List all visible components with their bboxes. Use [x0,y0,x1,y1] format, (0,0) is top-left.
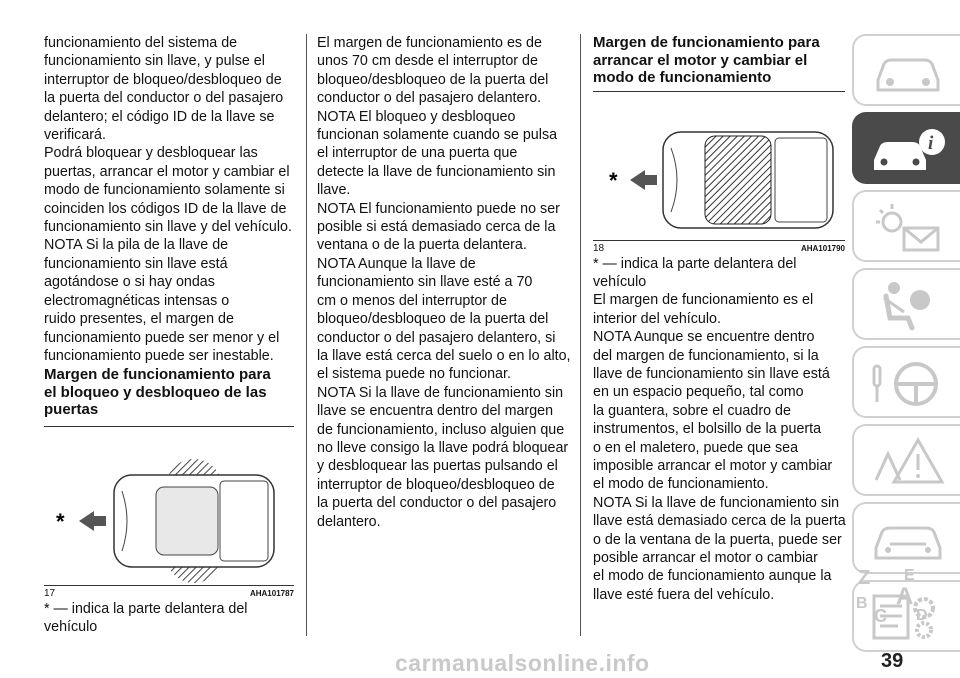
interior-range-zone [705,136,771,224]
tab-warning-lights[interactable] [852,190,960,262]
paragraph-line: modo de funcionamiento solamente si [44,182,285,199]
paragraph-line: bloqueo/desbloqueo de la puerta del [317,311,549,328]
figure-number: 17 [44,587,56,599]
paragraph-line: electromagnéticas intensas o [44,292,230,309]
paragraph-line: imposible arrancar el motor y cambiar [593,457,833,474]
column-1 [44,34,294,637]
paragraph-line: funcionamiento sin llave y del vehículo. [44,219,292,236]
paragraph-line: Podrá bloquear y desbloquear las [44,145,258,162]
heading-rule [593,91,845,92]
figure-17 [44,457,294,585]
heading-line: Margen de funcionamiento para [593,34,820,51]
figure-17-caption [44,600,294,637]
paragraph-line: o de la ventana de la puerta, puede ser [593,531,842,548]
section-heading-engine-start-range [593,34,845,87]
vehicle-bed [775,138,827,222]
paragraph-line: el interruptor de una puerta que [317,145,518,162]
figure-number: 18 [593,242,605,254]
car-front-icon [868,44,948,100]
paragraph-line: posible si está demasiado cerca de la [317,219,556,236]
figure-18 [593,110,845,240]
column-2-text [317,34,571,531]
column-divider [306,34,307,636]
paragraph-line: la guantera, sobre el cuadro de [593,402,791,419]
figure-code: AHA101787 [249,588,294,598]
vehicle-top-view-door-range-diagram [44,457,294,585]
paragraph-line: la llave está cerca del suelo o en lo alto, [317,347,571,364]
paragraph-line: funcionamiento sin llave esté a 70 [317,274,533,291]
tab-car-info[interactable] [852,112,960,184]
roadside-warning-triangle-icon [868,434,948,490]
figure-17-label [44,587,294,600]
paragraph-line: NOTA Si la llave de funcionamiento sin [593,494,840,511]
page-number: 39 [881,650,904,672]
alphabetical-index-icon [852,558,952,628]
paragraph-line: NOTA Aunque se encuentre dentro [593,329,815,346]
paragraph-line: funcionamiento sin llave está [44,255,228,272]
paragraph-line: interior del vehículo. [593,310,721,327]
heading-line: modo de funcionamiento [593,69,772,86]
figure-18-label [593,242,845,255]
tab-safety[interactable] [852,268,960,340]
paragraph-line: del margen de funcionamiento, si la [593,347,819,364]
paragraph-line: NOTA El funcionamiento puede no ser [317,200,560,217]
tab-emergency[interactable] [852,424,960,496]
column-3 [593,34,845,604]
paragraph-line: cm o menos del interruptor de [317,292,507,309]
paragraph-line: El margen de funcionamiento es el [593,292,814,309]
paragraph-line: unos 70 cm desde el interruptor de [317,53,538,70]
paragraph-line: funcionamiento puede ser menor y el [44,329,280,346]
index-letter: A [896,583,914,610]
paragraph-line: o en el maletero, puede que sea [593,439,799,456]
column-divider [580,34,581,636]
heading-line: Margen de funcionamiento para [44,366,271,384]
paragraph-line: no lleve consigo la llave podrá bloquear [317,439,569,456]
caption-line: vehículo [44,619,98,636]
column-2 [317,34,571,531]
paragraph-line: interruptor de bloqueo/desbloqueo de [44,71,282,88]
paragraph-line: funcionamiento del sistema de [44,35,238,51]
seat-airbag-icon [868,278,948,334]
front-marker: * [56,508,65,534]
paragraph-line: ventana o de la puerta delantera. [317,237,527,254]
paragraph-line: conductor o del pasajero delantero, si [317,329,556,346]
vehicle-bed [220,481,268,561]
paragraph-line: el modo de funcionamiento. [593,476,769,493]
paragraph-line: puertas, arrancar el motor y cambiar el [44,163,290,180]
paragraph-line: verificará. [44,127,106,144]
paragraph-line: la puerta del conductor o del pasajero [317,495,557,512]
front-arrow-icon [79,511,106,531]
paragraph-line: conductor o del pasajero delantero. [317,90,542,107]
index-letter: Z [858,567,871,589]
paragraph-line: y desbloquear las puertas pulsando el [317,458,558,475]
paragraph-line: el modo de funcionamiento aunque la [593,568,832,585]
column-3-text [593,291,845,604]
index-letter: B [856,595,868,612]
heading-rule [44,426,294,427]
index-letter: C [874,606,887,626]
paragraph-line: delantero; el código ID de la llave se [44,108,275,125]
paragraph-line: posible arrancar el motor o cambiar [593,550,818,566]
caption-line: * — indica la parte delantera del [593,255,797,272]
paragraph-line: funcionamiento sin llave, y pulse el [44,53,265,70]
paragraph-line: el sistema puede no funcionar. [317,366,511,383]
paragraph-line: ruido presentes, el margen de [44,311,234,328]
paragraph-line: llave se encuentra dentro del margen [317,403,554,420]
caption-line: * — indica la parte delantera del [44,600,248,617]
paragraph-line: bloqueo/desbloqueo de la puerta del [317,71,549,88]
heading-line: puertas [44,401,99,419]
figure-code: AHA101790 [800,243,845,253]
svg-text:i: i [928,133,934,154]
heading-line: el bloqueo y desbloqueo de las [44,383,267,401]
paragraph-line: NOTA El bloqueo y desbloqueo [317,108,516,125]
index-letter: E [904,567,915,584]
paragraph-line: llave. [317,182,351,199]
paragraph-line: NOTA Aunque la llave de [317,255,476,272]
section-heading-door-lock-range [44,366,294,419]
tab-index[interactable] [852,558,960,630]
index-letter: D [916,607,928,624]
paragraph-line: delantero. [317,513,381,530]
paragraph-line: NOTA Si la llave de funcionamiento sin [317,384,564,401]
paragraph-line: en un espacio pequeño, tal como [593,384,804,401]
paragraph-line: El margen de funcionamiento es de [317,35,542,51]
caption-line: vehículo [593,273,647,290]
front-arrow-icon [630,170,657,190]
paragraph-line: llave esté fuera del vehículo. [593,586,775,603]
column-1-text [44,34,294,365]
paragraph-line: llave de funcionamiento sin llave está [593,365,830,382]
paragraph-line: coinciden los códigos ID de la llave de [44,200,287,217]
paragraph-line: llave está demasiado cerca de la puerta [593,513,846,530]
key-steering-wheel-icon [868,356,948,412]
vehicle-top-view-interior-range-diagram [593,110,845,240]
warning-light-message-icon [868,200,948,256]
paragraph-line: detecte la llave de funcionamiento sin [317,163,556,180]
paragraph-line: NOTA Si la pila de la llave de [44,237,229,254]
front-marker: * [609,167,618,193]
paragraph-line: agotándose o si hay ondas [44,274,215,291]
paragraph-line: interruptor de bloqueo/desbloqueo de [317,476,555,493]
vehicle-cabin [156,487,218,555]
tab-car-front[interactable] [852,34,960,106]
paragraph-line: la puerta del conductor o del pasajero [44,90,284,107]
paragraph-line: instrumentos, el bolsillo de la puerta [593,421,822,438]
watermark: carmanualsonline.info [395,650,650,676]
paragraph-line: de funcionamiento, incluso alguien que [317,421,565,438]
paragraph-line: funcionan solamente cuando se pulsa [317,127,558,144]
car-info-icon [868,122,948,178]
heading-line: arrancar el motor y cambiar el [593,51,808,69]
figure-18-caption [593,255,845,292]
paragraph-line: funcionamiento puede ser inestable. [44,347,274,364]
tab-starting-driving[interactable] [852,346,960,418]
